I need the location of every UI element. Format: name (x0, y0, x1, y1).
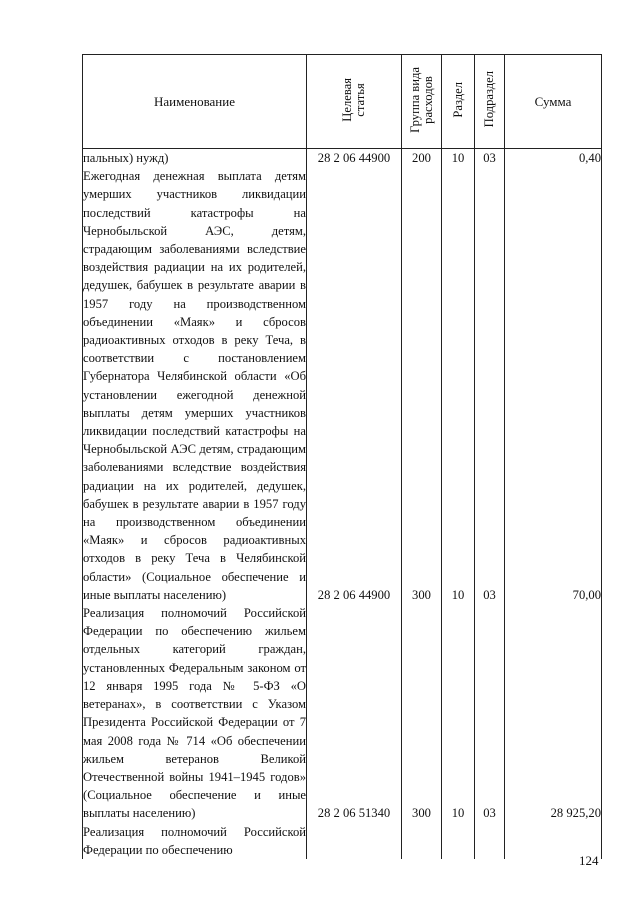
row-section (442, 167, 475, 604)
table-row (83, 823, 602, 859)
row-sum: 0,40 (505, 149, 602, 168)
header-section (442, 55, 475, 149)
header-sum (505, 55, 602, 149)
header-target-label: Целевая статья (340, 77, 367, 122)
table-header-row (83, 55, 602, 149)
row-target-value: 28 2 06 44900 (317, 587, 391, 602)
row-name: Ежегодная денежная выплата детям умерших участников ликвидации последствий катастрофы на Чернобыльской АЭС, детям, страдающим заболеваниями вследствие воздействия радиации на их родителей, дедушек, бабушек в результате аварии в 1957 году на производственном объединении «Маяк» и сбросов радиоактивных отходов в реку Теча, в соответствии с постановлением Губернатора Челябинской области «Об установлении ежегодной денежной выплаты детям умерших участников ликвидации последствий катастрофы на Чернобыльской АЭС детям, страдающим заболеваниями вследствие воздействия радиации на их родителей, дедушек, бабушек в результате аварии в 1957 году на производственном объединении «Маяк» и сбросов радиоактивных отходов в реку Теча в Челябинской области» (Социальное обеспечение и иные выплаты населению) (83, 167, 307, 604)
header-section-label: Раздел (450, 81, 465, 118)
row-subsection-value: 03 (483, 587, 496, 602)
row-group: 200 (402, 149, 442, 168)
row-subsection: 03 (475, 149, 505, 168)
table-row (83, 167, 602, 604)
row-section-value: 10 (451, 806, 465, 821)
row-name: пальных) нужд) (83, 149, 307, 168)
header-name-label: Наименование (154, 93, 235, 109)
row-group-value: 300 (412, 806, 431, 821)
header-subsection (475, 55, 505, 149)
row-sum (505, 167, 602, 604)
row-target-value: 28 2 06 51340 (317, 806, 391, 821)
header-sum-label: Сумма (534, 93, 572, 109)
row-group-value: 300 (412, 587, 431, 602)
row-sum-value: 70,00 (572, 587, 601, 602)
row-section: 10 (442, 149, 475, 168)
row-sum-value: 28 925,20 (550, 806, 601, 821)
header-group-label: Группа вида расходов (407, 66, 435, 133)
row-subsection-value: 03 (483, 806, 496, 821)
page-number: 124 (579, 853, 599, 868)
table-row (83, 604, 602, 822)
row-section (442, 823, 475, 859)
row-section-value: 10 (451, 587, 465, 602)
row-name: Реализация полномочий Российской Федерации по обеспечению жильем отдельных категорий граждан, установленных Федеральным законом от 12 января 1995 года № 5-ФЗ «О ветеранах», в соответствии с Указом Президента Российской Федерации от 7 мая 2008 года № 714 «Об обеспечении жильем ветеранов Великой Отечественной войны 1941–1945 годов» (Социальное обеспечение и иные выплаты населению) (83, 604, 307, 822)
row-target (307, 604, 402, 822)
row-target: 28 2 06 44900 (307, 149, 402, 168)
header-group (402, 55, 442, 149)
row-target (307, 167, 402, 604)
budget-table (82, 54, 602, 859)
row-subsection (475, 604, 505, 822)
row-section (442, 604, 475, 822)
header-target (307, 55, 402, 149)
row-sum (505, 604, 602, 822)
row-subsection (475, 823, 505, 859)
row-subsection (475, 167, 505, 604)
table-row (83, 149, 602, 168)
row-group (402, 604, 442, 822)
header-subsection-label: Подраздел (482, 71, 496, 128)
header-name (83, 55, 307, 149)
row-target (307, 823, 402, 859)
row-group (402, 823, 442, 859)
row-name: Реализация полномочий Российской Федерации по обеспечению (83, 823, 307, 859)
row-group (402, 167, 442, 604)
